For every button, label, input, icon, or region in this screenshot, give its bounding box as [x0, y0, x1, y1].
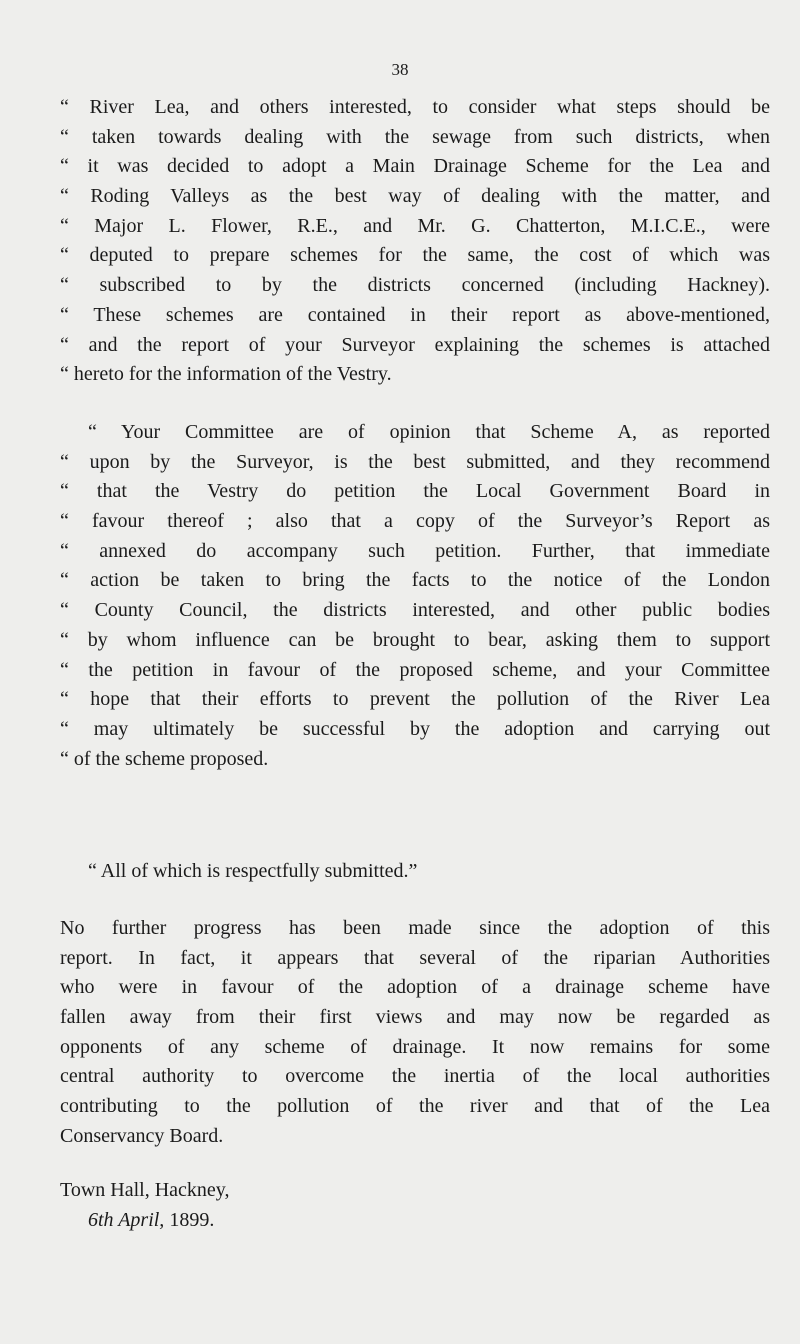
text-line: “ action be taken to bring the facts to the notice of the London: [60, 569, 770, 592]
signature-date: [60, 1205, 229, 1235]
text-line: fallen away from their first views and may now be regarded as: [60, 1006, 770, 1029]
text-line: “ Roding Valleys as the best way of dealing with the matter, and: [60, 185, 770, 208]
text-line: “ hereto for the information of the Vestry.: [60, 363, 392, 386]
text-line: who were in favour of the adoption of a drainage scheme have: [60, 976, 770, 999]
text-line: report. In fact, it appears that several of the riparian Authorities: [60, 946, 770, 969]
text-line: “ and the report of your Surveyor explaining the schemes is attached: [60, 333, 770, 356]
text-line: “ hope that their efforts to prevent the pollution of the River Lea: [60, 688, 770, 711]
text-line: “ subscribed to by the districts concerned (including Hackney).: [60, 274, 770, 297]
signature-date-day: 6th April,: [88, 1209, 165, 1231]
signature-place: Town Hall, Hackney,: [60, 1179, 230, 1201]
text-line: “ River Lea, and others interested, to consider what steps should be: [60, 96, 770, 118]
signature-block: [60, 1175, 229, 1235]
page-number: 38: [391, 60, 409, 79]
quote-block-1: [60, 93, 770, 390]
quote-block-2: [60, 418, 770, 774]
text-line: “ These schemes are contained in their report as above-mentioned,: [60, 303, 770, 326]
text-line: No further progress has been made since the adoption of this: [60, 917, 770, 939]
text-line: “ favour thereof ; also that a copy of the Surveyor’s Report as: [60, 510, 770, 533]
text-line: “ that the Vestry do petition the Local Government Board in: [60, 480, 770, 503]
text-line: “ it was decided to adopt a Main Drainage Scheme for the Lea and: [60, 155, 770, 178]
body-paragraph: [60, 914, 770, 1152]
text-line: contributing to the pollution of the river and that of the Lea: [60, 1095, 770, 1118]
text-line: “ upon by the Surveyor, is the best submitted, and they recommend: [60, 450, 770, 473]
text-line: “ by whom influence can be brought to bear, asking them to support: [60, 628, 770, 651]
text-line: “ may ultimately be successful by the adoption and carrying out: [60, 717, 770, 740]
signature-date-year: 1899.: [164, 1209, 215, 1231]
text-line: “ County Council, the districts interested, and other public bodies: [60, 599, 770, 622]
closing-quote-block: [60, 857, 770, 887]
text-line: opponents of any scheme of drainage. It now remains for some: [60, 1035, 770, 1058]
closing-quote: “ All of which is respectfully submitted.”: [88, 860, 418, 882]
text-line: central authority to overcome the inertia of the local authorities: [60, 1065, 770, 1088]
text-line: “ taken towards dealing with the sewage from such districts, when: [60, 125, 770, 148]
text-line: Conservancy Board.: [60, 1124, 224, 1147]
text-line: “ of the scheme proposed.: [60, 747, 269, 770]
text-line: “ Major L. Flower, R.E., and Mr. G. Chatterton, M.I.C.E., were: [60, 214, 770, 237]
text-line: “ deputed to prepare schemes for the same, the cost of which was: [60, 244, 770, 267]
text-line: “ the petition in favour of the proposed scheme, and your Committee: [60, 658, 770, 681]
text-line: “ annexed do accompany such petition. Further, that immediate: [60, 539, 770, 562]
text-line: “ Your Committee are of opinion that Scheme A, as reported: [88, 421, 770, 443]
